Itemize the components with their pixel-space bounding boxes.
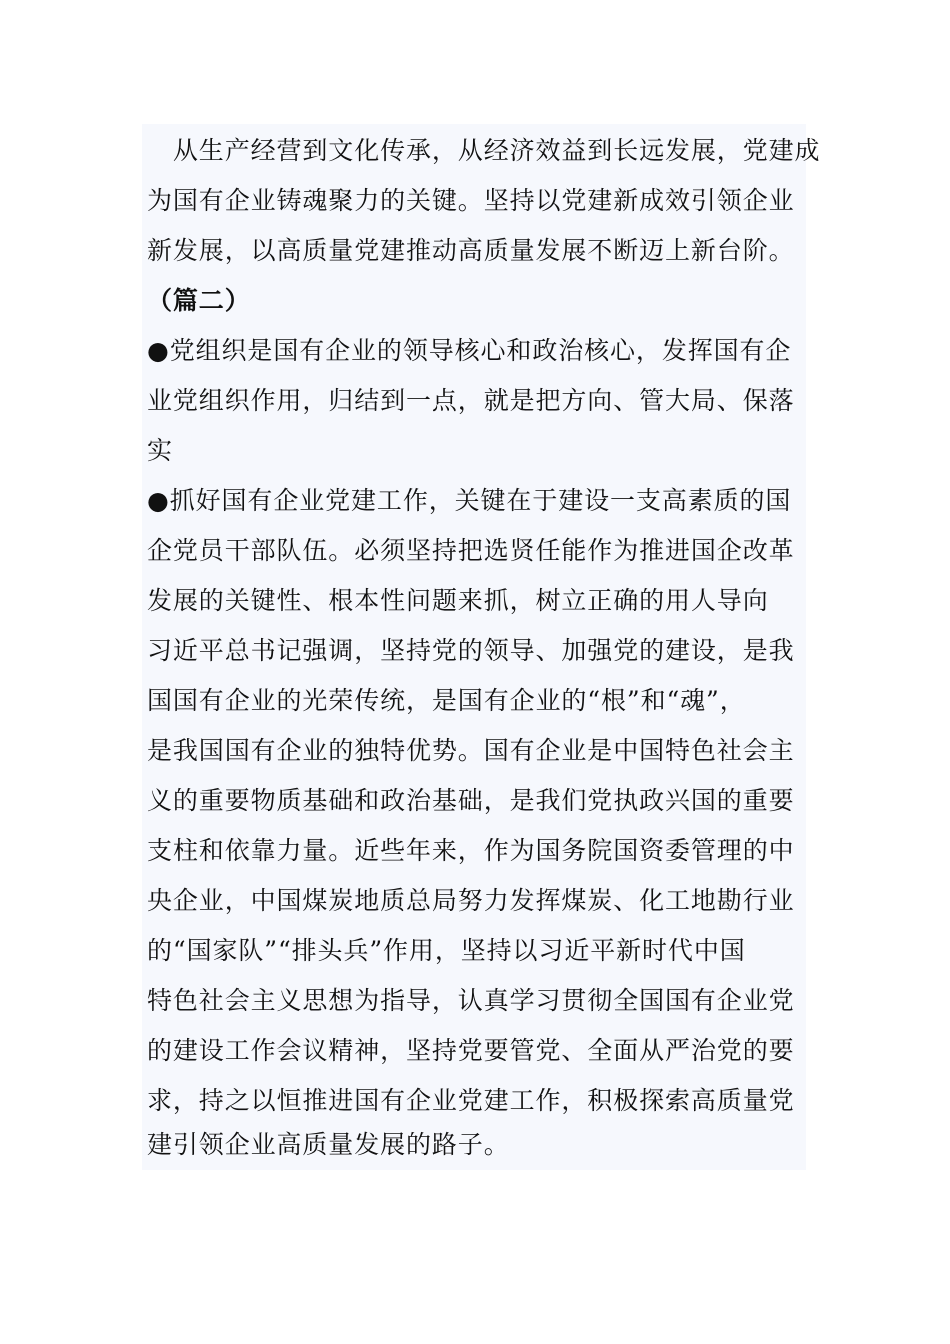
text-line: 从生产经营到文化传承，从经济效益到长远发展，党建成 [147,136,821,165]
text-line: 特色社会主义思想为指导，认真学习贯彻全国国有企业党 [147,986,795,1015]
text-line: 的建设工作会议精神，坚持党要管党、全面从严治党的要 [147,1036,795,1065]
text-line: 国国有企业的光荣传统，是国有企业的“根”和“魂”， [147,686,746,715]
text-line: 习近平总书记强调，坚持党的领导、加强党的建设，是我 [147,636,795,665]
text-line: 央企业，中国煤炭地质总局努力发挥煤炭、化工地勘行业 [147,886,795,915]
text-line: 义的重要物质基础和政治基础，是我们党执政兴国的重要 [147,786,795,815]
text-line: ●抓好国有企业党建工作，关键在于建设一支高素质的国 [147,486,792,515]
text-line: 实 [147,436,173,465]
text-line: 是我国国有企业的独特优势。国有企业是中国特色社会主 [147,736,795,765]
text-line: 业党组织作用，归结到一点，就是把方向、管大局、保落 [147,386,795,415]
text-line: 建引领企业高质量发展的路子。 [147,1130,510,1159]
text-line: 的“国家队”“排头兵”作用，坚持以习近平新时代中国 [147,936,746,965]
text-line: 企党员干部队伍。必须坚持把选贤任能作为推进国企改革 [147,536,795,565]
section-heading: （篇二） [147,286,251,315]
text-line: ●党组织是国有企业的领导核心和政治核心，发挥国有企 [147,336,792,365]
text-line: 为国有企业铸魂聚力的关键。坚持以党建新成效引领企业 [147,186,795,215]
text-block [142,124,821,1170]
text-line: 支柱和依靠力量。近些年来，作为国务院国资委管理的中 [147,836,795,865]
text-line: 新发展，以高质量党建推动高质量发展不断迈上新台阶。 [147,236,795,265]
text-line: 发展的关键性、根本性问题来抓，树立正确的用人导向 [147,586,769,615]
text-line: 求，持之以恒推进国有企业党建工作，积极探索高质量党 [147,1086,795,1115]
